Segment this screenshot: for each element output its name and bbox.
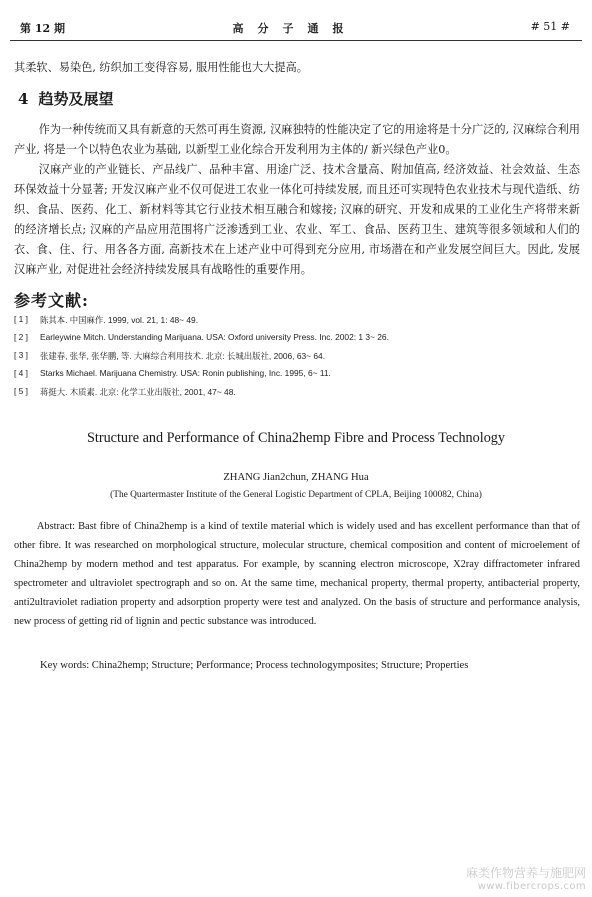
reference-number: [ 3 ] (14, 350, 28, 360)
reference-text: Starks Michael. Marijuana Chemistry. USA: Ronin publishing, Inc. 1995, 6~ 11. (40, 368, 331, 378)
english-abstract (14, 518, 580, 631)
running-header-journal: 高分子通报 (232, 22, 358, 35)
watermark-text: 麻类作物营养与施肥网 (465, 866, 586, 880)
running-header-issue: 第 12 期 (20, 22, 65, 35)
section-title: 趋势及展望 (38, 90, 114, 108)
abstract-text: Abstract: Bast fibre of China2hemp is a kind of textile material which is widely used and has excellent performance than that of other fibre. It was researched on morphological structure, molecular structure, chemical composition and content of microelement of China2hemp by modern method and test apparatus. For example, by scanning electron microscope, X2ray diffractometer infrared spectrometer and ultraviolet spectrograph and so on. At the same time, mechanical property, thermal property, antibacterial property, anti2ultraviolet radiation property and adsorption property were test and analyzed. On the basis of structure and performance analysis, new process of getting rid of lignin and pectic substance was introduced. (14, 521, 580, 627)
keywords-line (14, 660, 580, 671)
reference-item (14, 332, 584, 350)
reference-number: [ 1 ] (14, 314, 28, 324)
reference-number: [ 5 ] (14, 386, 28, 396)
keywords-label: Key words: (40, 660, 90, 671)
paragraph: 汉麻产业的产业链长、产品线广、品种丰富、用途广泛、技术含量高、附加值高, 经济效益、社会效益、生态环保效益十分显著; 开发汉麻产业不仅可促进工农业一体化可持续发展, 而且还可实现特色农业技术与现代造纸、纺织、食品、医药、化工、新材料等其它行业技术相互融合和嫁接; 汉麻的研究、开发和成果的工业化生产将带来新的经济增长点; 汉麻的产品应用范围将广泛渗透到工业、农业、军工、食品、医药卫生、建筑等很多领域和人们的衣、食、住、行、用各各方面, 高新技术在上述产业中可得到充分应用, 市场潜在和产业发展空间巨大。因此, 发展汉麻产业, 对促进社会经济持续发展具有战略性的重要作用。 (14, 163, 580, 276)
header-rule (10, 40, 582, 41)
references-title: 参考文献: (14, 291, 89, 310)
section-body (14, 120, 580, 280)
reference-item (14, 350, 584, 368)
reference-number: [ 2 ] (14, 332, 28, 342)
keywords-text: China2hemp; Structure; Performance; Process technologymposites; Structure; Properties (91, 660, 469, 671)
english-affiliation: (The Quartermaster Institute of the General Logistic Department of CPLA, Beijing 100082, China) (110, 490, 482, 500)
section-number: 4 (18, 90, 29, 108)
reference-text: 蒋挺大. 木质素. 北京: 化学工业出版社, 2001, 47~ 48. (40, 387, 236, 397)
reference-item (14, 368, 584, 386)
english-authors: ZHANG Jian2chun, ZHANG Hua (223, 472, 369, 483)
running-header-page-number: # 51 # (530, 20, 570, 33)
carryover-line: 其柔软、易染色, 纺织加工变得容易, 服用性能也大大提高。 (14, 61, 308, 74)
reference-text: 张建春, 张华, 张华鹏, 等. 大麻综合利用技术. 北京: 长城出版社, 2006, 63~ 64. (40, 351, 326, 361)
watermark (466, 866, 586, 894)
section-heading (18, 88, 113, 109)
paragraph: 作为一种传统而又具有新意的天然可再生资源, 汉麻独特的性能决定了它的用途将是十分广泛的, 汉麻综合利用产业, 将是一个以特色农业为基础, 以新型工业化综合开发利用为主体的/ 新兴绿色产业0。 (14, 123, 580, 156)
reference-number: [ 4 ] (14, 368, 28, 378)
reference-text: Earleywine Mitch. Understanding Marijuana. USA: Oxford university Press. Inc. 2002: 1 3~ 26. (40, 332, 389, 342)
reference-text: 陈其本. 中国麻作. 1999, vol. 21, 1: 48~ 49. (40, 315, 199, 325)
english-title: Structure and Performance of China2hemp Fibre and Process Technology (87, 430, 505, 446)
reference-item (14, 314, 584, 332)
watermark-url: www.fibercrops.com (477, 881, 586, 892)
reference-list (14, 314, 584, 404)
reference-item (14, 386, 584, 404)
